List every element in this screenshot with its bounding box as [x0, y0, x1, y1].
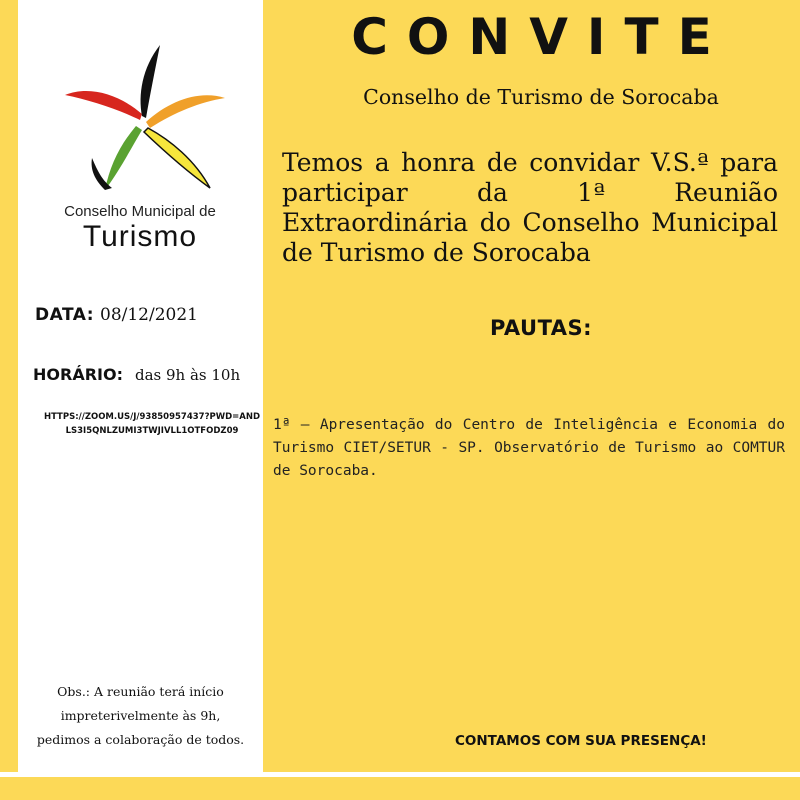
obs-line-3: pedimos a colaboração de todos. [36, 732, 245, 747]
obs-line-1: Obs.: A reunião terá início [57, 684, 224, 699]
bottom-strip [0, 772, 800, 777]
obs-line-2: impreterivelmente às 9h, [60, 708, 221, 723]
invite-subtitle: Conselho de Turismo de Sorocaba [363, 85, 719, 109]
date-row [35, 305, 198, 325]
observation-note [18, 680, 263, 752]
invitation-text: Temos a honra de convidar V.S.ª para participar da 1ª Reunião Extraordinária do Conselho Municipal de Turismo de Sorocaba [282, 148, 778, 267]
council-logo [40, 40, 240, 260]
logo-text-line2: Turismo [82, 220, 198, 253]
time-value: das 9h às 10h [134, 366, 241, 384]
date-value: 08/12/2021 [100, 305, 198, 325]
logo-text-line1: Conselho Municipal de [64, 203, 216, 220]
agenda-title: PAUTAS: [489, 316, 593, 340]
agenda-text: 1ª – Apresentação do Centro de Inteligência e Economia do Turismo CIET/SETUR - SP. Observatório de Turismo ao COMTUR de Sorocaba. [273, 417, 785, 479]
time-row [33, 365, 240, 385]
zoom-link[interactable]: HTTPS://ZOOM.US/J/93850957437?PWD=ANDLS3I5QNLZUMI3TWJIVLL1OTFODZ09 [43, 412, 261, 436]
time-label: HORÁRIO: [33, 365, 123, 384]
invite-title: CONVITE [351, 8, 731, 66]
closing-message: CONTAMOS COM SUA PRESENÇA! [455, 733, 707, 749]
date-label: DATA: [35, 305, 94, 325]
pinwheel-logo-icon [50, 40, 230, 200]
